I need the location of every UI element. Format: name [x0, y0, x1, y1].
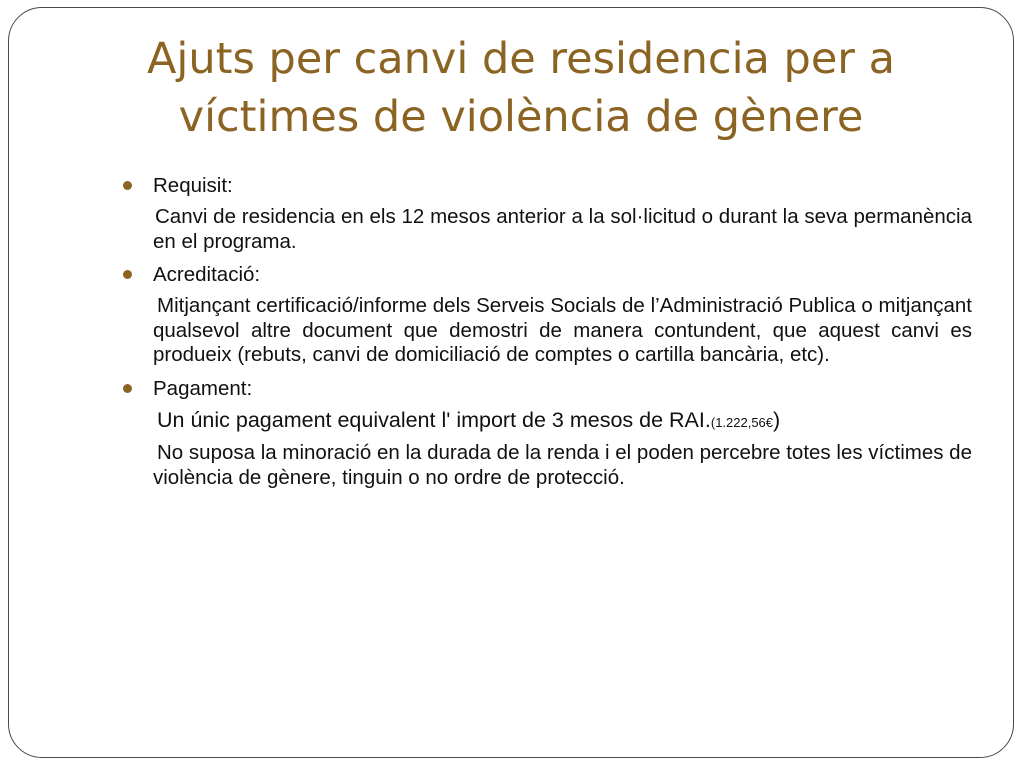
slide-frame: [8, 7, 1014, 758]
pagament-main-text: Un únic pagament equivalent l' import de 3 mesos de RAI.: [157, 407, 711, 432]
slide-title-line-2: víctimes de violència de gènere: [178, 92, 864, 142]
slide-title: [69, 30, 973, 146]
section-heading-requisit: Requisit:: [153, 174, 233, 197]
slide-content: [122, 172, 972, 490]
bullet-icon: [123, 384, 132, 393]
bullet-icon: [123, 270, 132, 279]
minoracio-text: No suposa la minoració en la durada de la renda i el poden percebre totes les víctimes de violència de gènere, tinguin o no ordre de protecció.: [153, 441, 972, 489]
section-heading-acreditacio: Acreditació:: [153, 263, 261, 286]
section-heading-pagament: Pagament:: [153, 376, 253, 400]
slide-title-line-1: Ajuts per canvi de residencia per a: [147, 34, 895, 84]
acreditacio-text: Mitjançant certificació/informe dels Serveis Socials de l’Administració Publica o mitjançant qualsevol altre document que demostri de manera contundent, que aquest canvi es produeix (rebuts, canvi de domiciliació de comptes o cartilla bancària, etc).: [153, 294, 972, 366]
pagament-text: [153, 408, 972, 436]
bullet-icon: [123, 181, 132, 190]
pagament-amount: (1.222,56€: [710, 414, 774, 430]
bullet-acreditacio: [122, 261, 972, 288]
pagament-close-paren: ): [773, 407, 781, 432]
requisit-text: Canvi de residencia en els 12 mesos anterior a la sol·licitud o durant la seva permanència en el programa.: [153, 205, 972, 253]
bullet-pagament: [122, 375, 972, 402]
bullet-requisit: [122, 172, 972, 199]
